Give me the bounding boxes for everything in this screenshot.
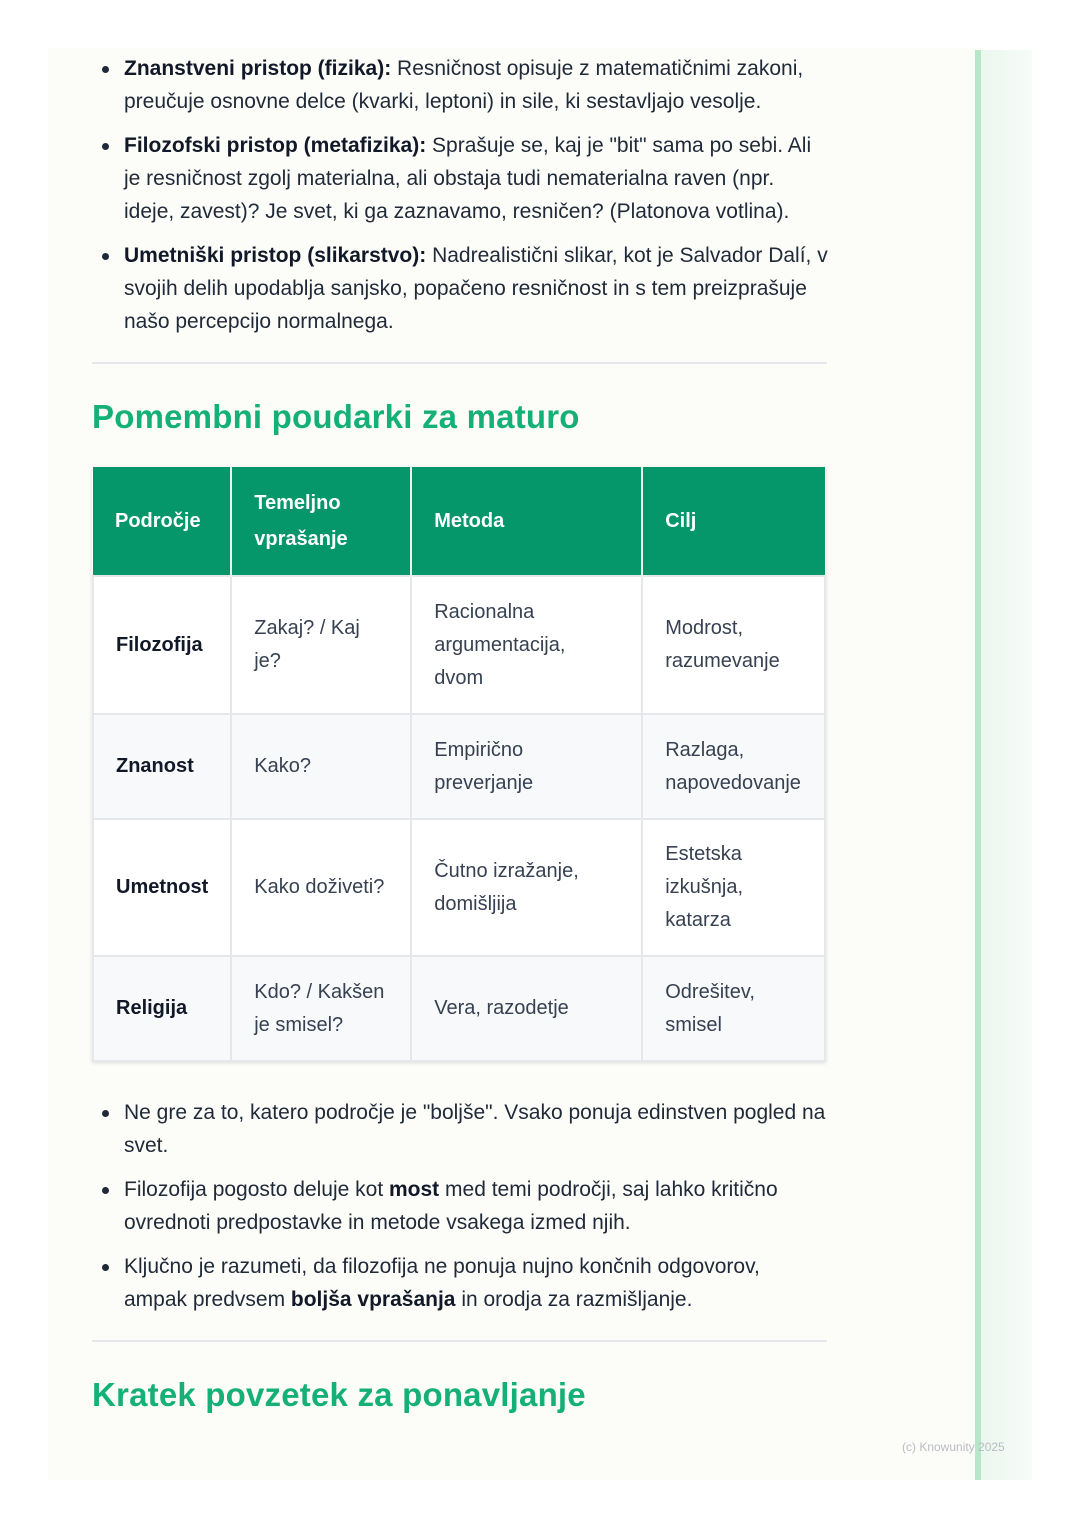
- list-item: [124, 129, 828, 228]
- list-item-text: Nadrealistični slikar, kot je Salvador Dalí, v svojih delih upodablja sanjsko, popačeno resničnost in s tem preizprašuje našo percepcijo normalnega.: [124, 244, 828, 333]
- table-cell: Racionalna argumentacija, dvom: [411, 576, 642, 714]
- intro-bullet-list: [92, 52, 828, 338]
- table-header-row: [93, 467, 825, 576]
- comparison-table: [92, 467, 826, 1062]
- table-cell: Umetnost: [93, 819, 231, 956]
- table-header-cell: Cilj: [642, 467, 825, 576]
- list-item: [124, 1173, 828, 1239]
- list-item-text: med temi področji, saj lahko kritično ovrednoti predpostavke in metode vsakega izmed njih.: [124, 1178, 778, 1234]
- table-header-cell: Področje: [93, 467, 231, 576]
- emphasis-text: most: [389, 1178, 440, 1201]
- list-item: [124, 1096, 828, 1162]
- table-cell: Kako doživeti?: [231, 819, 411, 956]
- list-item-text: Sprašuje se, kaj je "bit" sama po sebi. Ali je resničnost zgolj materialna, ali obstaja tudi nematerialna raven (npr. ideje, zavest)? Je svet, ki ga zaznavamo, resničen? (Platonova votlina).: [124, 134, 812, 223]
- table-cell: Kako?: [231, 714, 411, 819]
- list-item-term: Znanstveni pristop (fizika):: [124, 57, 392, 80]
- table-cell: Filozofija: [93, 576, 231, 714]
- table-row: [93, 714, 825, 819]
- table-cell: Kdo? / Kakšen je smisel?: [231, 956, 411, 1061]
- list-item-term: Filozofski pristop (metafizika):: [124, 134, 427, 157]
- table-row: [93, 576, 825, 714]
- document-content: [92, 52, 828, 1414]
- table-row: [93, 819, 825, 956]
- emphasis-text: boljša vprašanja: [290, 1288, 456, 1311]
- list-item-text: Ne gre za to, katero področje je "boljše". Vsako ponuja edinstven pogled na svet.: [124, 1101, 826, 1157]
- sidebar-accent-line: [975, 50, 981, 1480]
- copyright-notice: (c) Knowunity 2025: [902, 1440, 1005, 1454]
- table-cell: Znanost: [93, 714, 231, 819]
- list-item: [124, 52, 828, 118]
- table-header-cell: Metoda: [411, 467, 642, 576]
- list-item-text: Ključno je razumeti, da filozofija ne ponuja nujno končnih odgovorov, ampak predvsem: [124, 1255, 760, 1311]
- table-cell: Modrost, razumevanje: [642, 576, 825, 714]
- table-header-cell: Temeljno vprašanje: [231, 467, 411, 576]
- list-item-text: Resničnost opisuje z matematičnimi zakoni, preučuje osnovne delce (kvarki, leptoni) in sile, ki sestavljajo vesolje.: [124, 57, 804, 113]
- section-heading: Pomembni poudarki za maturo: [92, 398, 580, 435]
- divider: [92, 1340, 827, 1342]
- list-item: [124, 1250, 828, 1316]
- table-cell: Razlaga, napovedovanje: [642, 714, 825, 819]
- list-item-text: in orodja za razmišljanje.: [455, 1288, 693, 1311]
- section-heading: Kratek povzetek za ponavljanje: [92, 1376, 586, 1413]
- table-cell: Religija: [93, 956, 231, 1061]
- table-cell: Vera, razodetje: [411, 956, 642, 1061]
- table-row: [93, 956, 825, 1061]
- notes-bullet-list: [92, 1096, 828, 1316]
- table-cell: Empirično preverjanje: [411, 714, 642, 819]
- list-item-term: Umetniški pristop (slikarstvo):: [124, 244, 427, 267]
- table-cell: Zakaj? / Kaj je?: [231, 576, 411, 714]
- table-cell: Odrešitev, smisel: [642, 956, 825, 1061]
- table-cell: Estetska izkušnja, katarza: [642, 819, 825, 956]
- list-item: [124, 239, 828, 338]
- divider: [92, 362, 827, 364]
- sidebar-strip: [975, 50, 1032, 1480]
- table-cell: Čutno izražanje, domišljija: [411, 819, 642, 956]
- list-item-text: Filozofija pogosto deluje kot: [124, 1178, 389, 1201]
